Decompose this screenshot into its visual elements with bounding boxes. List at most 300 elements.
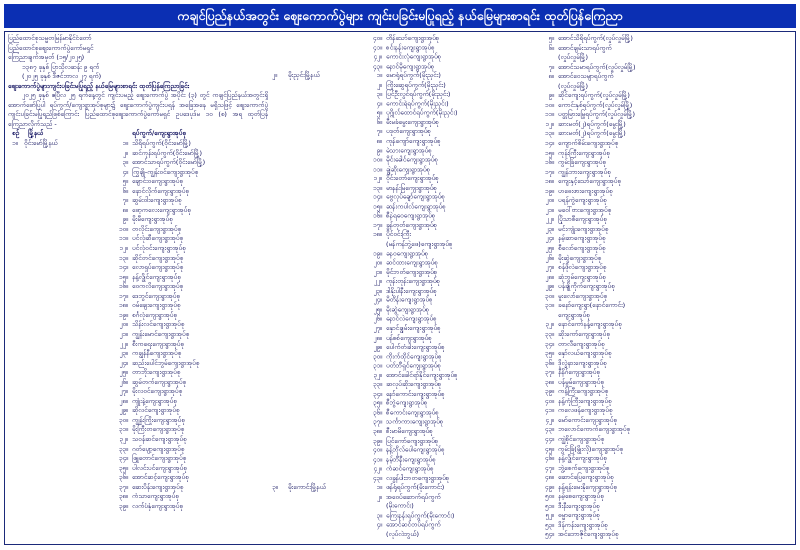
row-ward-name: ကျွဲစိုင်ကျေးရွာအုပ်စု — [558, 434, 605, 443]
row-ward-name: အောင်ဆင်တပ်ရပ်ကွက် — [386, 520, 441, 529]
row-ward-number: ၁၀။ — [118, 224, 128, 233]
row-ward-number: ၂၂။ — [119, 339, 128, 348]
table-row — [272, 268, 534, 277]
col-header-ward: ရပ်ကွက်/ကျေးရွာအုပ်စု — [132, 129, 186, 138]
row-ward-number: ၂၇။ — [373, 324, 382, 333]
row-ward-number: ၂၅။ — [119, 368, 128, 377]
table-rows-3 — [538, 34, 794, 540]
table-row — [272, 193, 534, 202]
row-ward-name: ကြေးနန်းရပ်ကွက်(မိုးကောင်း) — [386, 511, 455, 520]
table-row — [538, 101, 794, 111]
row-ward-number: ၂၀။ — [373, 258, 382, 267]
row-ward-name: မင်းကျုံးကျေးရွာအုပ်စု — [558, 224, 609, 233]
table-row — [538, 34, 794, 44]
row-ward-number: ၃၆။ — [372, 408, 382, 417]
notice-banner-title: ကချင်ပြည်နယ်အတွင်း ဈေးကောက်ပွဲများ ကျင်းပခြင်းမပြုရည့် နယ်မြေများစာရင်း ထုတ်ပြန်ကြေညာ — [4, 4, 796, 28]
table-rows-1 — [8, 139, 268, 511]
row-ward-number: ၃၅။ — [118, 463, 128, 472]
table-row — [272, 455, 534, 464]
row-ward-number: ၂၉။ — [545, 282, 554, 291]
table-row — [8, 177, 268, 187]
row-ward-number: ၂၆။ — [119, 377, 128, 386]
row-ward-number: ၃၉။ — [118, 501, 128, 510]
row-ward-name: (မိုးကောင်း) — [386, 502, 414, 510]
row-ward-name: ကုန်းတုန်းကျေးရွာအုပ်စု — [386, 277, 441, 286]
row-ward-number: ၆။ — [376, 118, 382, 127]
row-ward-name: အင်ဘောဇိုင်ကျေးရွာအုပ်စု — [558, 530, 619, 539]
table-row — [538, 530, 794, 540]
row-ward-number: ၆။ — [122, 186, 128, 195]
row-ward-name: စီနဲရဝေကျေးရွာအုပ်စု — [386, 211, 436, 220]
row-ward-number: ၃၇။ — [372, 417, 382, 426]
row-ward-name: ဒေဘွင်ကျေးရွာအုပ်စု — [132, 291, 181, 300]
row-ward-name: ပတ်ဘီရှင်ကျေးရွာအုပ်စု — [386, 361, 441, 370]
row-ward-name: ဒိန်ကန်းကျေးရွာအုပ်စု — [558, 520, 608, 529]
row-ward-number: ၄၆။ — [544, 454, 554, 463]
row-ward-number: ၂၁။ — [119, 329, 128, 338]
row-ward-name: ကံဆင်ကျေးရွာအုပ်စု — [386, 464, 434, 473]
row-ward-name: မူးလော်ကျေးရွာအုပ်စု — [558, 291, 608, 300]
table-row — [538, 91, 794, 101]
row-ward-number: ၂၈။ — [373, 333, 382, 342]
table-row — [8, 397, 268, 407]
table-row — [272, 137, 534, 146]
table-row — [8, 483, 268, 493]
row-ward-number: ၄၀။ — [372, 34, 382, 42]
row-ward-number: ၃။ — [122, 158, 128, 167]
row-ward-number: ၁၁။ — [544, 110, 554, 119]
table-row — [538, 244, 794, 254]
row-ward-number: ၁၁။ — [372, 165, 382, 173]
row-ward-number: ၇။ — [376, 127, 382, 136]
row-ward-name: ပန်ချိုကိုက်ကျေးရွာအုပ်စု — [558, 282, 615, 291]
row-ward-number: ၃၄။ — [544, 339, 554, 348]
table-row — [8, 454, 268, 464]
column-2 — [272, 34, 534, 540]
row-ward-number: ၁၈။ — [372, 230, 382, 239]
table-row — [538, 454, 794, 464]
table-row — [8, 244, 268, 254]
row-ward-name: ပိုင်ဝင်းကြီး — [386, 230, 411, 239]
table-row — [8, 263, 268, 273]
table-row — [538, 254, 794, 264]
table-row — [538, 273, 794, 283]
row-ward-name: ဒိုလ္ခဲနားကျေးရွာအုပ်စု — [558, 358, 607, 367]
row-ward-number: ၂၅။ — [373, 305, 382, 314]
row-ward-name: ပန်စစ်ကျေးရွာအုပ်စု — [386, 333, 432, 342]
row-ward-number: ၂၃။ — [373, 286, 382, 295]
table-row — [538, 378, 794, 388]
table-row — [8, 292, 268, 302]
row-ward-name: စင်္ဂလုံကျေးရွာအုပ်စု — [132, 310, 177, 319]
row-town-name: ဝိုင်းမော်မြို့နယ် — [24, 139, 58, 148]
row-ward-number: ၄၂။ — [373, 52, 382, 61]
row-ward-number: ၃၇။ — [118, 482, 128, 491]
table-row — [538, 72, 794, 82]
table-row — [272, 90, 534, 99]
row-ward-number: ၃၃။ — [544, 329, 554, 338]
row-ward-name: မိုးလဝင်ကျေးရွာအုပ်စု — [132, 387, 183, 396]
row-ward-name: (လုပ်လဲဘွယ်) — [386, 530, 419, 539]
row-ward-number: ၁၅။ — [372, 202, 382, 211]
row-ward-number: ၈။ — [376, 136, 382, 145]
table-row — [538, 320, 794, 330]
row-ward-name: နန့်လွိုင်ကျေးရွာအုပ်စု — [132, 272, 181, 281]
table-row — [8, 340, 268, 350]
row-ward-number: ၁၂။ — [119, 244, 128, 253]
row-town-name: မိုးညှင်းမြို့နယ် — [288, 71, 320, 80]
row-ward-name: ပင်လုံဆီကျေးရွာအုပ်စု — [132, 234, 184, 243]
table-row — [272, 146, 534, 155]
table-row — [8, 406, 268, 416]
row-ward-number: ၁။ — [376, 483, 382, 492]
row-ward-name: မိုးဆွဲကျေးရွာအုပ်စု — [558, 253, 602, 262]
row-ward-number: ၂၉။ — [373, 342, 382, 351]
row-ward-name: ကျွန်ဘားကျေးရွာအုပ်စု — [558, 167, 611, 176]
row-ward-number: ၂၄။ — [119, 358, 128, 367]
row-ward-name: မိုင်းခေါင်ကျေးရွာအုပ်စု — [386, 155, 439, 164]
header-line: ကြေညာချက်အမှတ် (၁၅/၂၀၂၅) — [8, 53, 85, 62]
row-ward-name: ဘွဲ့စေက်ကျေးရွာအုပ်စု — [558, 463, 610, 472]
row-ward-number: ၃၂။ — [545, 320, 554, 329]
row-ward-name: ကျေးနှင့်သော်ကျေးရွာအုပ်စု — [558, 177, 621, 186]
table-row — [8, 196, 268, 206]
row-ward-name: နမ့်ဆာကျေးရွာအုပ်စု — [558, 234, 606, 243]
row-ward-name: ကောင်းရဲရပ်ကွက်(မိုးညှင်း) — [386, 99, 449, 108]
table-row — [538, 44, 794, 54]
column-1 — [8, 34, 268, 511]
row-ward-name: ဆန်းကပါလ်ကျေးရွာအုပ်စု — [386, 202, 446, 211]
row-ward-number: ၄၀။ — [372, 445, 382, 454]
row-ward-number: ၃၉။ — [372, 436, 382, 445]
table-row — [272, 203, 534, 212]
row-ward-number: ၃၁။ — [372, 361, 382, 370]
table-row — [272, 212, 534, 221]
table-row — [272, 437, 534, 446]
row-ward-number: ၅။ — [122, 177, 128, 186]
table-row — [272, 390, 534, 399]
row-ward-number: ၂၆။ — [373, 314, 382, 323]
row-ward-name: စီးမာမိကျေးရွာအုပ်စု — [386, 427, 433, 436]
table-row — [8, 225, 268, 235]
row-ward-name: မဝေါ်ဗားကျေးရွာအုပ်စု — [558, 205, 612, 214]
row-ward-name: ဗွေလုပ်ချော်ကျေးရွာအုပ်စု — [386, 193, 445, 201]
row-ward-name: တာဘိုးကျေးရွာအုပ်စု — [132, 368, 181, 377]
row-ward-number: ၃၈။ — [118, 492, 128, 501]
row-ward-number: ၂၄။ — [545, 234, 554, 243]
row-ward-number: ၃၀။ — [372, 352, 382, 361]
row-ward-name: ပရန်ကွဲကျေးရွာအုပ်စု — [558, 196, 607, 205]
row-ward-number: ၃။ — [376, 90, 382, 99]
row-ward-name: နန့်ရန်းမေးနိုကျေးရွာအုပ်စု — [558, 482, 618, 491]
table-row — [272, 483, 534, 492]
row-ward-name: မိုးဆွဲကျေးရွာအုပ်စု — [386, 305, 430, 314]
row-ward-name: နန့်ဘိုလ်ပေါကျေးရွာအုပ်စု — [386, 445, 445, 454]
table-row — [272, 240, 534, 249]
row-ward-name: ကြိုးဆွေရပ်ကွက်(မိုးညှင်း) — [386, 80, 446, 89]
row-ward-number: ၁။ — [122, 139, 128, 148]
row-ward-number: ၄၈။ — [544, 473, 554, 482]
row-ward-name: လောရှပ်ကျေးရွာအုပ်စု — [132, 263, 184, 272]
row-ward-name: သိန်းလင်ကျေးရွာအုပ်စု — [132, 320, 185, 329]
row-ward-number: ၉။ — [376, 146, 382, 155]
row-ward-name: ပြိုသာစီကျေးရွာအုပ်စု — [558, 215, 607, 224]
table-row — [272, 465, 534, 474]
row-town-name: မိုးကောင်းမြို့နယ် — [288, 483, 327, 492]
row-ward-number: ၁၇။ — [118, 291, 128, 300]
row-ward-name: နောင်လိုက်ကျေးရွာအုပ်စု — [132, 186, 189, 195]
row-ward-name: မိုးကြီးတကျေးရွာအုပ်စု — [132, 425, 185, 434]
table-row — [538, 445, 794, 455]
row-ward-name: ဂတ်ပျော့ကျေးရွာအုပ်စု — [132, 444, 185, 453]
table-row — [272, 165, 534, 174]
row-ward-name: အောင်ဝေသမျာရပ်ကွက် — [558, 72, 614, 81]
row-ward-name: ဆလုပ်ဆိုးကျေးရွာအုပ်စု — [386, 380, 442, 389]
table-row — [538, 129, 794, 139]
table-row — [8, 158, 268, 168]
row-ward-name: ကောင်းလုံကျေးရွာအုပ်စု — [386, 52, 442, 61]
table-row — [272, 446, 534, 455]
row-ward-number: ၁၆။ — [372, 211, 382, 220]
row-ward-number: ၃၃။ — [372, 380, 382, 389]
table-row — [538, 53, 794, 63]
row-ward-name: ဆောင်ပြေကျေးရွာအုပ်စု — [558, 473, 614, 482]
table-row — [272, 530, 534, 539]
table-row — [272, 118, 534, 127]
column-3 — [538, 34, 794, 540]
row-ward-name: (လှုပ်လှုမ်မြို့) — [558, 81, 588, 90]
row-ward-number: ၃၅။ — [544, 349, 554, 358]
row-ward-name: ကိုးက်ထိုင်ကျေးရွာအုပ်စု — [386, 352, 442, 361]
row-ward-name: (လှုပ်လှုမ်မြို့) — [558, 53, 588, 62]
table-row — [538, 301, 794, 311]
table-row — [538, 483, 794, 493]
table-row — [272, 184, 534, 193]
row-ward-number: ၃၈။ — [372, 427, 382, 436]
table-row — [8, 206, 268, 216]
row-ward-number: ၅၂။ — [545, 511, 554, 520]
row-ward-name: မဲသားကျေးရွာအုပ်စု — [386, 146, 432, 155]
row-ward-name: အောင်သာရပ်ကွက်(ဝိုင်းမော်မြို့) — [132, 158, 206, 167]
row-ward-number: ၉။ — [548, 91, 554, 100]
table-row — [538, 521, 794, 531]
table-row — [8, 425, 268, 435]
table-row — [8, 139, 268, 149]
table-row — [538, 63, 794, 73]
row-ward-name: တလိုင်းကျေးရွာအုပ်စု — [132, 224, 182, 233]
table-row — [272, 362, 534, 371]
row-ward-number: ၂၈။ — [119, 396, 128, 405]
row-ward-number: ၁၂။ — [545, 119, 554, 128]
row-ward-name: စင်းနန်းကျေးရွာအုပ်စု — [386, 43, 435, 52]
table-row — [8, 502, 268, 512]
row-ward-number: ၅။ — [548, 34, 554, 42]
header-line: ၁၃၈၇ ခုနှစ် ပြာသိုလဆန်း ၉ ရက် — [22, 62, 100, 71]
row-ward-number: ၃၉။ — [544, 387, 554, 396]
row-ward-name: ဆင်ထားကျေးရွာအုပ်စု — [386, 258, 438, 267]
row-ward-number: ၁၈။ — [118, 301, 128, 310]
table-row — [272, 43, 534, 52]
row-ward-number: ၂၇။ — [119, 387, 128, 396]
table-row — [538, 110, 794, 120]
row-ward-number: ၃၀။ — [544, 291, 554, 300]
table-row — [538, 397, 794, 407]
row-ward-number: ၂၁။ — [545, 205, 554, 214]
table-row — [272, 231, 534, 240]
table-row — [8, 187, 268, 197]
table-row — [272, 380, 534, 389]
row-ward-number: ၄။ — [376, 520, 382, 529]
row-ward-name: ဆည်းပေါင်ဘွမ်ကျေးရွာအုပ်စု — [132, 358, 200, 367]
table-row — [272, 71, 534, 80]
table-row — [272, 156, 534, 165]
table-header — [8, 129, 268, 139]
table-row — [272, 277, 534, 286]
row-ward-number: ၁၉။ — [118, 310, 128, 319]
table-row — [538, 196, 794, 206]
table-row — [8, 378, 268, 388]
row-ward-name: ဆိုင်တင်ကျေးရွာအုပ်စု — [132, 253, 184, 262]
row-ward-number: ၅၃။ — [544, 520, 554, 529]
table-row — [8, 254, 268, 264]
table-row — [538, 187, 794, 197]
header-line: ပြည်ထောင်စုဈေးကောက်ပွဲကော်မရှင် — [8, 43, 94, 52]
row-ward-number: ၁၅။ — [544, 148, 554, 157]
row-ward-name: စီဘွဲကျေးရွာအုပ်စု — [386, 399, 428, 407]
table-row — [538, 168, 794, 178]
row-ward-number: ၃၀။ — [118, 415, 128, 424]
table-row — [8, 435, 268, 445]
row-ward-number: ၂၇။ — [545, 263, 554, 272]
row-ward-name: သဝန်ဆင်ကျေးရွာအုပ်စု — [132, 434, 187, 443]
row-ward-number: ၂။ — [122, 148, 128, 157]
table-row — [538, 206, 794, 216]
row-town-number: ၂။ — [272, 71, 278, 80]
table-row — [538, 215, 794, 225]
row-ward-name: နမ့်ဘီနီးကျေးရွာအုပ်စု — [386, 455, 436, 464]
row-ward-number: ၁၈။ — [544, 177, 554, 186]
row-ward-name: အောင်သမာရပ်ကွက်(လှုပ်လှုမ်မြို့) — [558, 62, 636, 71]
row-town-number: ၃။ — [272, 483, 278, 492]
table-row — [8, 464, 268, 474]
row-ward-name: ကွမ်းခြံ(မွိုးလို)ကျေးရွာအုပ်စု — [558, 444, 624, 453]
table-row — [538, 282, 794, 292]
row-ward-number: ၄၂။ — [545, 415, 554, 424]
table-row — [538, 82, 794, 92]
notice-subject: ဈေးကောက်ပွဲများကျင်းပခြင်းမပြုရည့် နယ်မြေများစာရင်း ထုတ်ပြန်ကြေညာခြင်း — [8, 81, 190, 90]
table-row — [272, 493, 534, 502]
row-ward-name: နှော်လယ်ကျေးရွာအုပ်စု — [558, 349, 612, 358]
row-ward-name: ကံသာကျေးရွာအုပ်စု — [132, 492, 179, 501]
table-row — [538, 359, 794, 369]
row-ward-number: ၁၆။ — [118, 282, 128, 291]
row-ward-number: ၃၂။ — [373, 371, 382, 379]
table-row — [272, 53, 534, 62]
row-ward-name: ကုန်းကြီးကျေးရွာအုပ်စု — [558, 148, 610, 157]
row-ward-name: လက်ပံနှံကျေးရွာအုပ်စု — [132, 501, 183, 510]
row-ward-name: ချောင်းဝကျေးရွာအုပ်စု — [132, 177, 183, 186]
row-ward-name: ဘလောင်ကောက်ကျေးရွာအုပ်စု — [558, 425, 631, 434]
table-row — [8, 416, 268, 426]
table-row — [538, 158, 794, 168]
table-row — [538, 406, 794, 416]
table-row — [272, 81, 534, 90]
row-ward-number: ၃၁။ — [544, 301, 554, 310]
row-ward-name: ကချွန်နီကျေးရွာအုပ်စု — [132, 349, 182, 358]
row-ward-name: ကလေဖန်ကျေးရွာအုပ်စု — [558, 406, 613, 415]
row-ward-name: ပါလင်းပင်ကျေးရွာအုပ်စု — [132, 463, 187, 472]
table-row — [8, 387, 268, 397]
row-ward-number: ၁။ — [376, 71, 382, 80]
row-ward-name: ကျေးရွာအုပ်စု — [558, 310, 590, 319]
row-ward-number: ၂၀။ — [545, 196, 554, 205]
row-ward-name: ဆင်ကုန်းရပ်ကွက်(ဝိုင်းမော်မြို့) — [132, 148, 202, 157]
row-ward-name: ဟဓေးဖားကျေးရွာအုပ်စု — [558, 186, 613, 195]
table-row — [8, 215, 268, 225]
table-row — [538, 492, 794, 502]
row-ward-number: ၄၅။ — [544, 444, 554, 453]
row-ward-name: အောင်ချမ်းသာရပ်ကွက် — [558, 43, 612, 52]
table-row — [272, 34, 534, 43]
row-ward-number: ၃၈။ — [544, 377, 554, 386]
row-ward-name: မိုင်ဘတ်ကျေးရွာအုပ်စု — [386, 268, 438, 276]
table-row — [272, 315, 534, 324]
row-ward-number: ၄၁။ — [372, 455, 382, 464]
row-ward-number: ၁၃။ — [118, 253, 128, 262]
row-ward-number: ၃၁။ — [118, 425, 128, 434]
row-ward-name: ဝမ်ချေးကျေးရွာအုပ်စု — [132, 301, 181, 310]
row-ward-name: ဝေကလိကျေးရွာအုပ်စု — [132, 282, 184, 291]
row-ward-number: ၃၇။ — [544, 368, 554, 377]
row-ward-name: ချွဲဆိုးကျေးရွာအုပ်စု — [386, 165, 431, 173]
row-ward-name: ပတ္တမြားမြေ့ရပ်ကွက်(လှုပ်လှုမ်မြို့) — [558, 110, 635, 119]
row-ward-name: ဖန်ရုံရပ်ကွက်(မိုးကောင်း) — [386, 483, 445, 492]
row-ward-number: ၄၂။ — [373, 464, 382, 473]
row-ward-number: ၂။ — [376, 80, 382, 89]
table-row — [272, 296, 534, 305]
col-header-no: စဉ် — [12, 129, 20, 138]
table-row — [272, 305, 534, 314]
row-ward-number: ၁၆။ — [544, 158, 554, 167]
row-ward-name: တာလီကျေးရွာအုပ်စု — [558, 339, 605, 348]
row-ward-name: ပန်မွမ်ကျေးရွာအုပ်စု — [558, 377, 605, 386]
row-ward-number: ၂၁။ — [373, 268, 382, 276]
row-ward-name: ကျွန်းကြိုးကျေးရွာအုပ်စု — [132, 415, 185, 424]
table-row — [8, 301, 268, 311]
table-row — [272, 418, 534, 427]
row-ward-number: ၂၆။ — [545, 253, 554, 262]
row-ward-name: ပဒုတ်ကျေးရွာအုပ်စု — [386, 127, 431, 136]
row-ward-name: အောင်ဆင့်ကျေးရွာအုပ်စု — [132, 473, 189, 482]
row-ward-number: ၃၄။ — [372, 389, 382, 398]
row-ward-name: ဓမ္မာကျေးရွာအုပ်စု — [558, 511, 600, 520]
table-row — [8, 359, 268, 369]
table-row — [8, 368, 268, 378]
row-ward-number: ၁၄။ — [372, 193, 382, 201]
table-row — [8, 445, 268, 455]
table-row — [8, 273, 268, 283]
row-ward-name: သိရိရပ်ကွက်(ဝိုင်းမော်မြို့) — [132, 139, 191, 148]
row-ward-number: ၃၃။ — [118, 444, 128, 453]
row-ward-number: ၁၀။ — [544, 100, 554, 109]
row-ward-name: ဆားမတ်(၂)ရပ်ကွက်(မွေးမြို့) — [558, 119, 626, 128]
row-ward-name: ပုဂ္ဂိုလ်ထောင်ရပ်ကွက်(မိုးညှင်း) — [386, 108, 458, 117]
table-row — [272, 343, 534, 352]
table-row — [272, 408, 534, 417]
row-ward-name: ပေါက်တံခါးကျေးရွာအုပ်စု — [386, 342, 445, 351]
table-row — [538, 340, 794, 350]
row-ward-name: သင်္ကာကားကျေးရွာအုပ်စု — [386, 417, 444, 426]
